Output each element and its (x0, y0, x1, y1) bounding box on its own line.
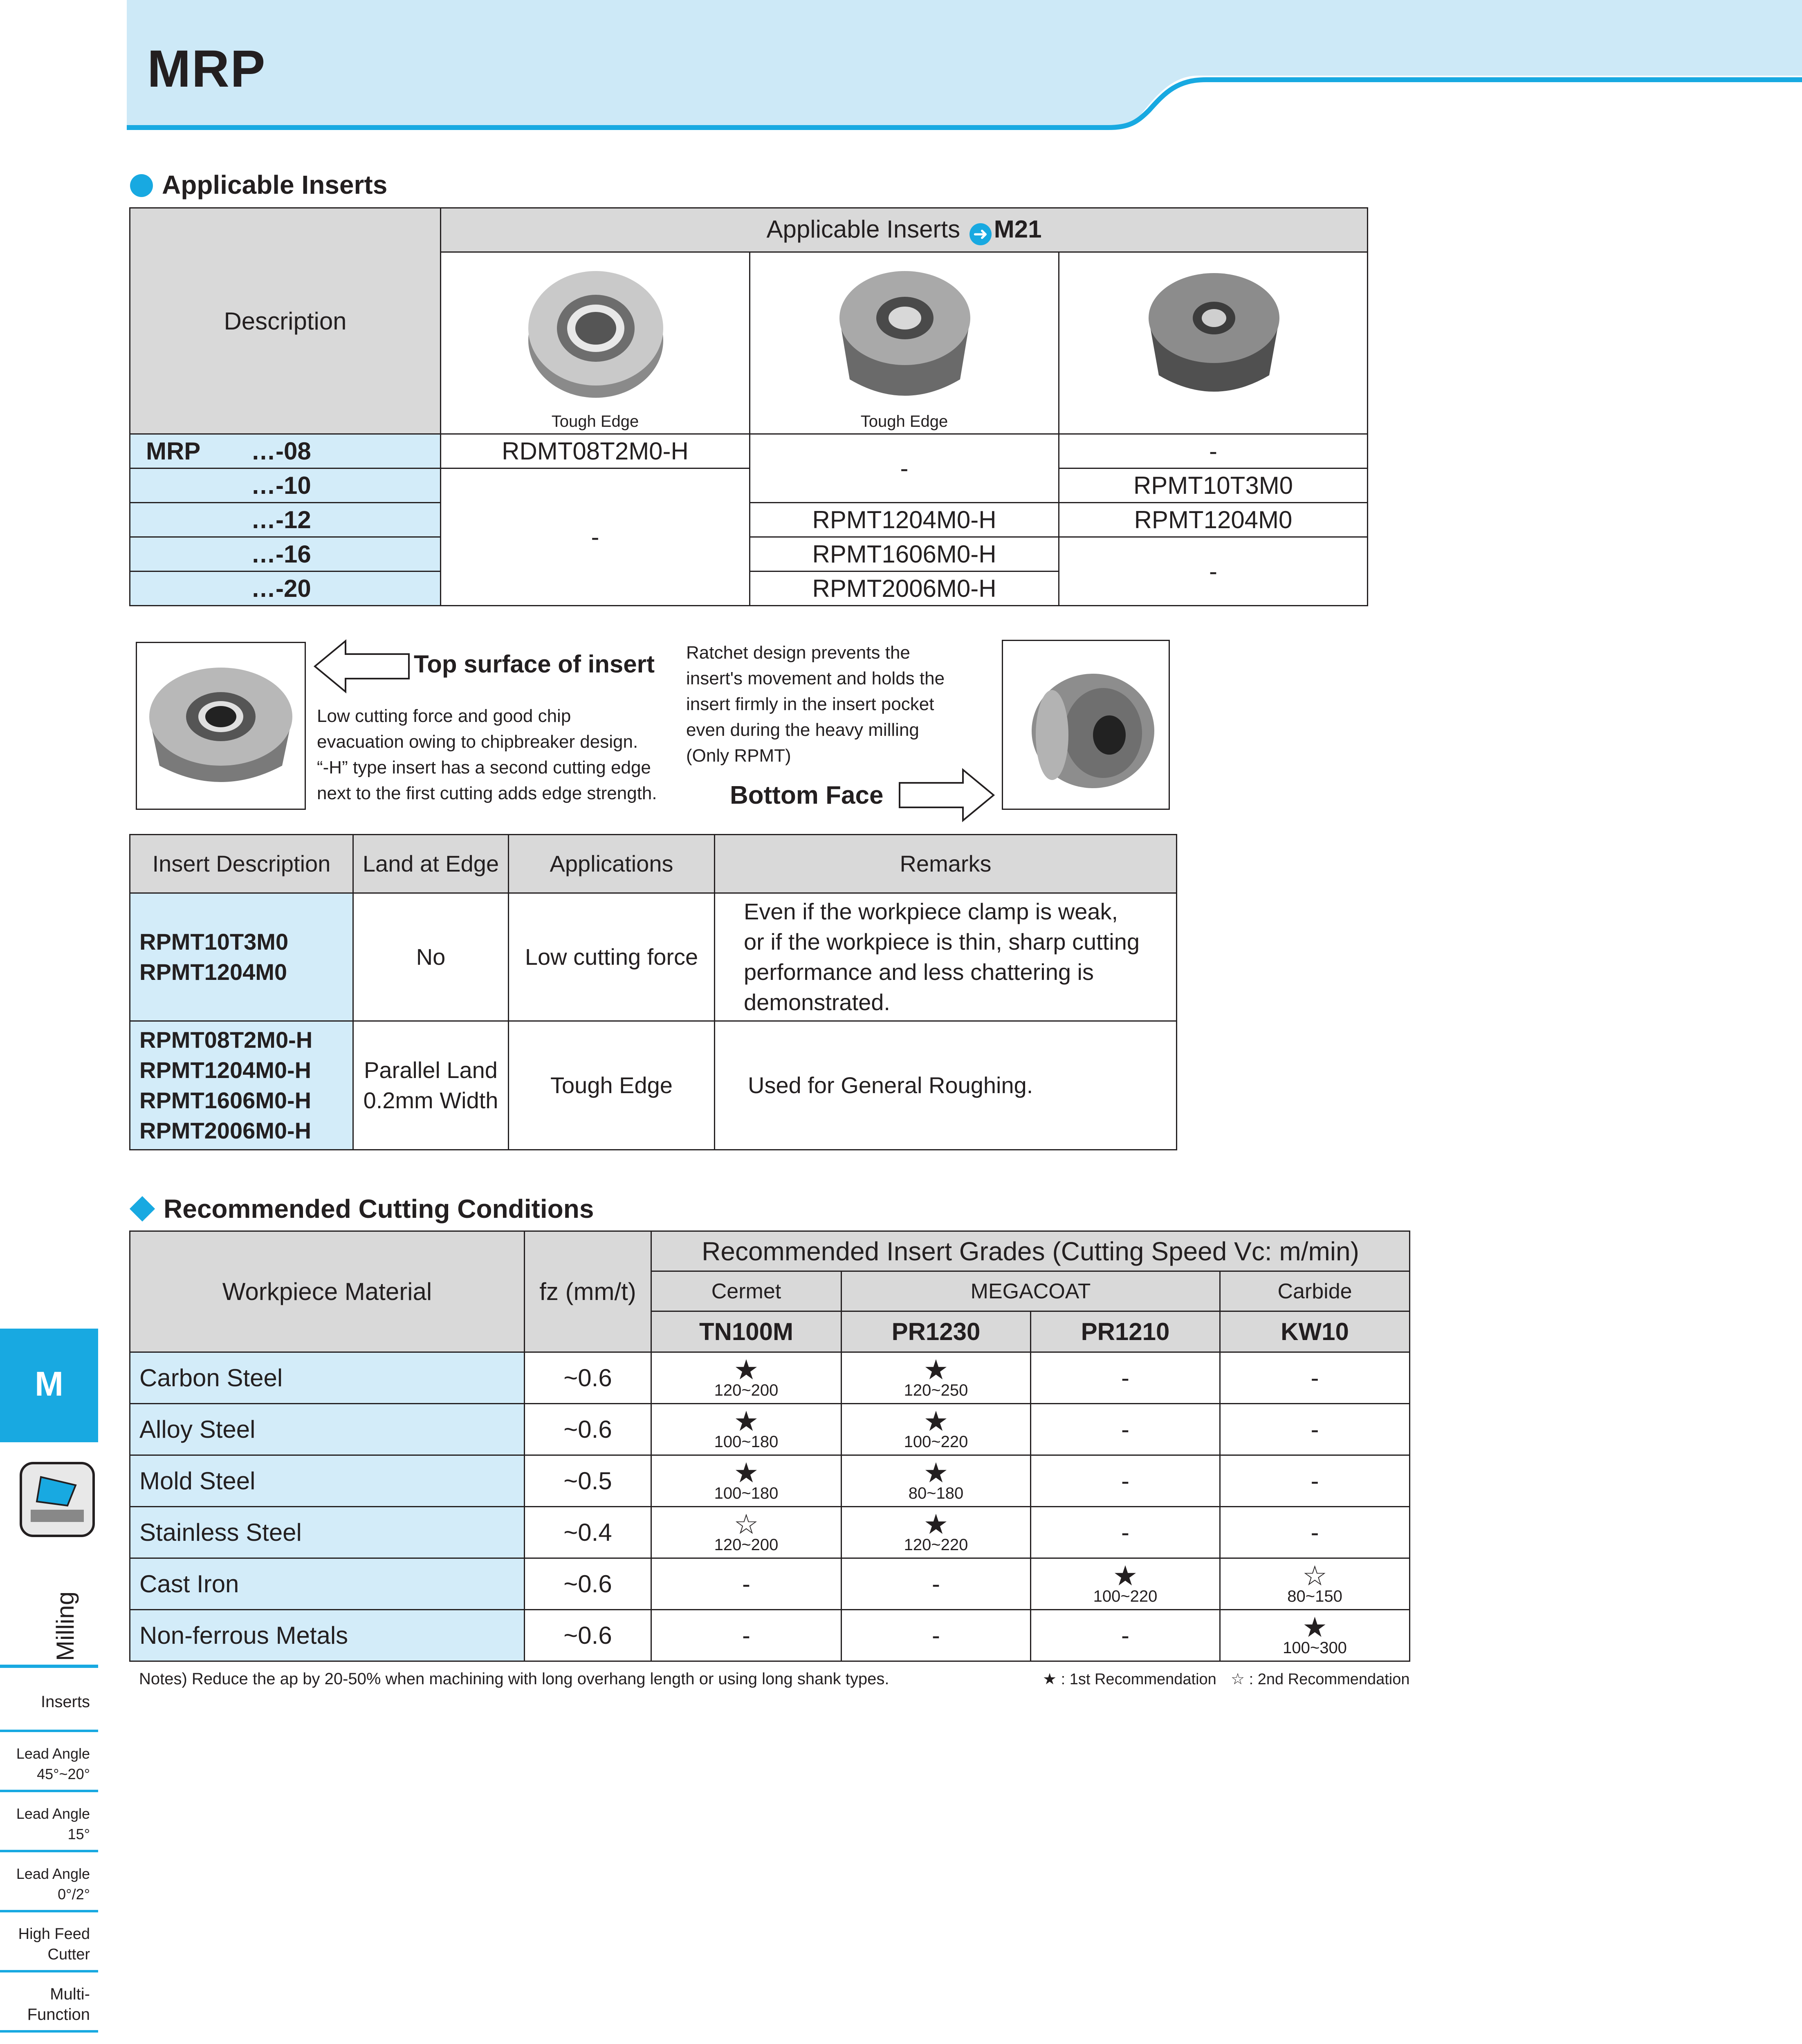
series-cell: MRP …-08 (130, 434, 441, 468)
insert-image-cell-3 (1059, 252, 1368, 434)
cell-10-c3: RPMT10T3M0 (1059, 468, 1368, 503)
grade-cell: ★ 120~200 (651, 1352, 842, 1404)
arrow-right-circle-icon: ➜ (969, 223, 992, 245)
grades-header: Recommended Insert Grades (Cutting Speed Vc: m/min) (651, 1231, 1410, 1271)
group-cermet: Cermet (651, 1271, 842, 1311)
milling-vertical-label: Milling (52, 1591, 79, 1661)
grade-cell: - (1031, 1507, 1220, 1558)
nav-lead-angle-15[interactable]: Lead Angle 15° (0, 1792, 98, 1852)
bullet-icon (130, 174, 153, 197)
col-applications: Applications (509, 835, 715, 893)
cell-10-20-c1: - (441, 468, 750, 606)
grade-cell: - (1031, 1404, 1220, 1455)
second-recommendation-star-icon: ☆ (1302, 1560, 1327, 1591)
first-recommendation-star-icon: ★ (1302, 1611, 1327, 1643)
insert-description-table (129, 834, 1177, 1150)
first-recommendation-star-icon: ★ (734, 1405, 759, 1437)
cell-16-20-c3: - (1059, 537, 1368, 606)
section-tab-m[interactable]: M (0, 1329, 98, 1439)
row1-app: Low cutting force (509, 893, 715, 1021)
insert-image-cell-2 (750, 252, 1059, 434)
row1-land: No (353, 893, 509, 1021)
tough-edge-caption-2: Tough Edge (860, 412, 948, 430)
material-carbon-steel: Carbon Steel (130, 1352, 525, 1404)
grade-cell: ★ 100~300 (1220, 1610, 1410, 1661)
top-surface-text: Low cutting force and good chip evacuation owing to chipbreaker design. “-H” type insert has a second cutting edge next to the first cutting adds edge strength. (317, 706, 657, 803)
nav-slot-mill[interactable] (0, 2033, 98, 2044)
row2-desc: RPMT08T2M0-H RPMT1204M0-H RPMT1606M0-H RPMT2006M0-H (130, 1021, 353, 1150)
cell-12-c3: RPMT1204M0 (1059, 503, 1368, 537)
grade-cell: ★ 100~220 (842, 1404, 1031, 1455)
nav-lead-angle-45-20[interactable]: Lead Angle 45°~20° (0, 1732, 98, 1792)
bottom-face-title: Bottom Face (730, 781, 884, 809)
fz-header: fz (mm/t) (525, 1231, 651, 1352)
grade-cell: ★ 100~180 (651, 1455, 842, 1507)
grade-cell: ★ 120~220 (842, 1507, 1031, 1558)
row2-remarks: Used for General Roughing. (715, 1021, 1177, 1150)
grade-cell: ★ 120~250 (842, 1352, 1031, 1404)
workpiece-header: Workpiece Material (130, 1231, 525, 1352)
material-alloy-steel: Alloy Steel (130, 1404, 525, 1455)
grade-cell: - (842, 1610, 1031, 1661)
description-header: Description (130, 208, 441, 434)
grade-cell: - (1031, 1352, 1220, 1404)
first-recommendation-star-icon: ★ (923, 1508, 949, 1540)
first-recommendation-star-icon: ★ (923, 1354, 949, 1385)
grade-cell: ☆ 80~150 (1220, 1558, 1410, 1610)
cell-20-c2: RPMT2006M0-H (750, 572, 1059, 606)
arrow-left-icon (313, 638, 411, 695)
size-20-cell: …-20 (130, 572, 441, 606)
fz-value: ~0.6 (525, 1558, 651, 1610)
page-title: MRP (147, 40, 266, 98)
group-megacoat: MEGACOAT (842, 1271, 1220, 1311)
insert-bottom-photo (1003, 641, 1169, 809)
first-recommendation-star-icon: ★ (1113, 1560, 1138, 1591)
grade-cell: ★ 80~180 (842, 1455, 1031, 1507)
row2-land: Parallel Land 0.2mm Width (353, 1021, 509, 1150)
cell-16-c2: RPMT1606M0-H (750, 537, 1059, 572)
tough-edge-caption-1: Tough Edge (551, 412, 639, 430)
cell-08-c3: - (1059, 434, 1368, 468)
col-land-at-edge: Land at Edge (353, 835, 509, 893)
grade-kw10: KW10 (1220, 1311, 1410, 1352)
size-16-cell: …-16 (130, 537, 441, 572)
grade-cell: - (1220, 1455, 1410, 1507)
material-stainless-steel: Stainless Steel (130, 1507, 525, 1558)
insert-top-image (522, 261, 669, 408)
row1-remarks: Even if the workpiece clamp is weak, or if the workpiece is thin, sharp cutting performance and less chattering is demonstrated. (715, 893, 1177, 1021)
first-recommendation-star-icon: ★ (734, 1457, 759, 1488)
material-mold-steel: Mold Steel (130, 1455, 525, 1507)
second-recommendation-star-icon: ☆ (734, 1508, 759, 1540)
top-surface-title: Top surface of insert (414, 650, 655, 678)
grade-cell: ★ 100~180 (651, 1404, 842, 1455)
legend-second: ☆ : 2nd Recommendation (1231, 1671, 1410, 1688)
nav-high-feed-cutter[interactable]: High Feed Cutter (0, 1912, 98, 1972)
fz-value: ~0.6 (525, 1610, 651, 1661)
col-insert-description: Insert Description (130, 835, 353, 893)
cutting-note: Notes) Reduce the ap by 20-50% when machining with long overhang length or using long shank types. (139, 1670, 889, 1688)
fz-value: ~0.6 (525, 1404, 651, 1455)
grade-cell: - (651, 1610, 842, 1661)
group-carbide: Carbide (1220, 1271, 1410, 1311)
cell-12-c2: RPMT1204M0-H (750, 503, 1059, 537)
insert-plain-image (1140, 265, 1288, 412)
material-cast-iron: Cast Iron (130, 1558, 525, 1610)
cutting-conditions-table (129, 1230, 1410, 1662)
grade-pr1230: PR1230 (842, 1311, 1031, 1352)
nav-multi-function[interactable]: Multi- Function (0, 1972, 98, 2033)
header-banner (127, 0, 1802, 135)
insert-image-cell-1 (441, 252, 750, 434)
milling-block (0, 1439, 98, 1668)
grade-cell: - (1031, 1455, 1220, 1507)
insert-side-image (831, 261, 978, 408)
fz-value: ~0.6 (525, 1352, 651, 1404)
grade-cell: - (651, 1558, 842, 1610)
top-surface-photo (136, 642, 306, 810)
bullet-diamond-icon (130, 1196, 155, 1221)
row1-desc: RPMT10T3M0 RPMT1204M0 (130, 893, 353, 1021)
grade-cell: - (1220, 1404, 1410, 1455)
grade-cell: ★ 100~220 (1031, 1558, 1220, 1610)
grade-cell: - (1031, 1610, 1220, 1661)
grade-cell: ☆ 120~200 (651, 1507, 842, 1558)
grade-cell: - (1220, 1352, 1410, 1404)
legend-first: ★ : 1st Recommendation (1043, 1671, 1216, 1688)
material-non-ferrous-metals: Non-ferrous Metals (130, 1610, 525, 1661)
first-recommendation-star-icon: ★ (923, 1457, 949, 1488)
inserts-header: Applicable Inserts ➜ M21 (441, 208, 1368, 252)
nav-inserts[interactable]: Inserts (0, 1672, 98, 1732)
fz-value: ~0.5 (525, 1455, 651, 1507)
grade-pr1210: PR1210 (1031, 1311, 1220, 1352)
col-remarks: Remarks (715, 835, 1177, 893)
insert-top-photo (137, 643, 305, 809)
row2-app: Tough Edge (509, 1021, 715, 1150)
nav-lead-angle-0-2[interactable]: Lead Angle 0°/2° (0, 1852, 98, 1912)
section-heading-applicable-inserts: Applicable Inserts (130, 170, 387, 200)
size-10-cell: …-10 (130, 468, 441, 503)
first-recommendation-star-icon: ★ (734, 1354, 759, 1385)
first-recommendation-star-icon: ★ (923, 1405, 949, 1437)
applicable-inserts-table (129, 207, 1368, 606)
arrow-right-icon (898, 766, 996, 824)
cell-08-10-c2: - (750, 434, 1059, 503)
size-12-cell: …-12 (130, 503, 441, 537)
bottom-face-text: Ratchet design prevents the insert's movement and holds the insert firmly in the insert pocket even during the heavy milling (Only RPMT) (686, 643, 945, 766)
milling-cutter-icon (18, 1461, 96, 1538)
grade-tn100m: TN100M (651, 1311, 842, 1352)
section-heading-cutting-conditions: Recommended Cutting Conditions (130, 1194, 594, 1224)
grade-cell: - (842, 1558, 1031, 1610)
bottom-face-photo (1002, 640, 1170, 810)
grade-cell: - (1220, 1507, 1410, 1558)
fz-value: ~0.4 (525, 1507, 651, 1558)
cell-08-c1: RDMT08T2M0-H (441, 434, 750, 468)
